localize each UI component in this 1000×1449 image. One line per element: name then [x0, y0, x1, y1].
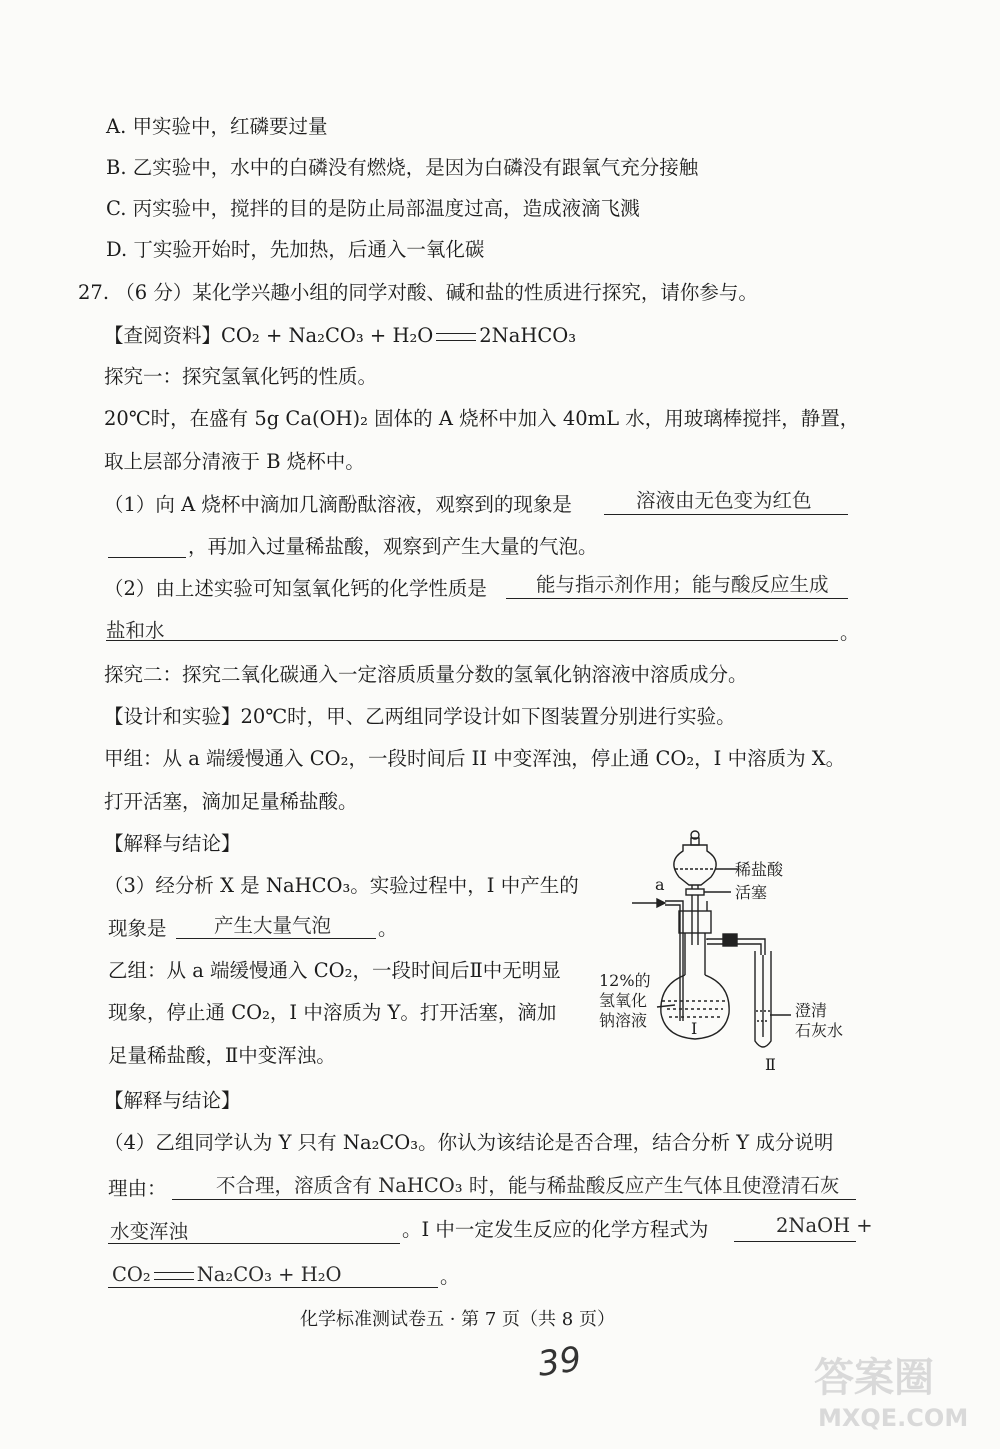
label-vessel-I: I: [691, 1019, 698, 1038]
p3-line1: （3）经分析 X 是 NaHCO₃。实验过程中，I 中产生的: [104, 874, 579, 897]
explain-heading-2: 【解释与结论】: [104, 1089, 241, 1112]
answer-underline: [108, 1243, 400, 1244]
equals-sign-icon: [436, 333, 476, 341]
p4-prefix: 理由：: [108, 1177, 167, 1200]
jia-line1: 甲组：从 a 端缓慢通入 CO₂，一段时间后 II 中变浑浊，停止通 CO₂，I 中溶质为 X。: [104, 747, 846, 770]
answer-underline: [172, 1199, 856, 1200]
option-c: C. 丙实验中，搅拌的目的是防止局部温度过高，造成液滴飞溅: [106, 197, 640, 220]
p1-answer: 溶液由无色变为红色: [636, 489, 812, 512]
label-limewater-1: 澄清: [795, 1001, 828, 1020]
p4-equation-lhs: CO₂: [112, 1263, 151, 1286]
design-line: 【设计和实验】20℃时，甲、乙两组同学设计如下图装置分别进行实验。: [104, 705, 736, 728]
apparatus-drawing: [595, 825, 860, 1080]
answer-underline: [506, 598, 848, 599]
label-stopcock: 活塞: [735, 883, 768, 902]
p1-text: （1）向 A 烧杯中滴加几滴酚酞溶液，观察到的现象是: [104, 493, 572, 516]
explore2-title: 探究二：探究二氧化碳通入一定溶质质量分数的氢氧化钠溶液中溶质成分。: [104, 663, 748, 686]
p3-answer: 产生大量气泡: [214, 914, 332, 937]
p2-answer-1: 能与指示剂作用；能与酸反应生成: [536, 573, 829, 596]
handwritten-page-number: 39: [535, 1339, 584, 1385]
p4-answer-2: 水变浑浊: [110, 1220, 189, 1243]
p4-equation-line: [112, 1262, 342, 1288]
p2-end: 。: [840, 621, 860, 644]
option-b: B. 乙实验中，水中的白磷没有燃烧，是因为白磷没有跟氧气充分接触: [106, 156, 699, 179]
equals-sign-icon: [154, 1272, 194, 1280]
explore1-line1: 20℃时，在盛有 5g Ca(OH)₂ 固体的 A 烧杯中加入 40mL 水，用玻璃棒搅拌，静置，: [104, 407, 860, 430]
watermark-logo-text: 答案圈: [814, 1355, 934, 1401]
answer-underline: [176, 938, 376, 939]
reference-equation-lhs: CO₂ + Na₂CO₃ + H₂O: [221, 324, 434, 347]
p2-text: （2）由上述实验可知氢氧化钙的化学性质是: [104, 577, 487, 600]
label-inlet-a: a: [655, 875, 665, 894]
watermark: [804, 1344, 984, 1439]
p2-answer-2: 盐和水: [106, 619, 165, 642]
p4-mid: 。I 中一定发生反应的化学方程式为: [402, 1218, 709, 1241]
option-a: A. 甲实验中，红磷要过量: [106, 115, 328, 138]
p3-end: 。: [378, 917, 398, 940]
q27-header: 27. （6 分）某化学兴趣小组的同学对酸、碱和盐的性质进行探究，请你参与。: [78, 281, 758, 304]
label-naoh-1: 12%的: [599, 971, 651, 990]
p4-equation-rhs: Na₂CO₃ + H₂O: [196, 1263, 342, 1286]
p3-prefix: 现象是: [108, 917, 167, 940]
page-footer: 化学标准测试卷五 · 第 7 页（共 8 页）: [300, 1309, 615, 1330]
answer-underline: [108, 557, 186, 558]
answer-underline: [108, 1287, 438, 1288]
p4-end: 。: [440, 1265, 460, 1288]
p4-equation-start: 2NaOH +: [776, 1214, 873, 1237]
label-limewater-2: 石灰水: [795, 1021, 844, 1040]
reference-label: 【查阅资料】: [104, 324, 222, 347]
reference-line: [104, 323, 576, 349]
yi-line3: 足量稀盐酸，Ⅱ中变浑浊。: [108, 1044, 336, 1067]
answer-underline: [106, 640, 838, 641]
yi-line2: 现象，停止通 CO₂，I 中溶质为 Y。打开活塞，滴加: [108, 1001, 557, 1024]
explain-heading-1: 【解释与结论】: [104, 832, 241, 855]
p1-continuation: ，再加入过量稀盐酸，观察到产生大量的气泡。: [188, 535, 598, 558]
label-dilute-hcl: 稀盐酸: [735, 860, 784, 879]
yi-line1: 乙组：从 a 端缓慢通入 CO₂，一段时间后Ⅱ中无明显: [108, 959, 561, 982]
answer-underline: [604, 514, 848, 515]
answer-underline: [734, 1241, 856, 1242]
option-d: D. 丁实验开始时，先加热，后通入一氧化碳: [106, 238, 485, 261]
label-naoh-3: 钠溶液: [599, 1011, 648, 1030]
watermark-url: MXQE.COM: [818, 1404, 969, 1432]
label-naoh-2: 氢氧化: [599, 991, 648, 1010]
explore1-title: 探究一：探究氢氧化钙的性质。: [104, 365, 378, 388]
jia-line2: 打开活塞，滴加足量稀盐酸。: [104, 790, 358, 813]
label-vessel-II: Ⅱ: [765, 1055, 776, 1074]
p4-line1: （4）乙组同学认为 Y 只有 Na₂CO₃。你认为该结论是否合理，结合分析 Y 成分说明: [104, 1131, 834, 1154]
reference-equation-rhs: 2NaHCO₃: [479, 324, 577, 347]
p4-answer-1: 不合理，溶质含有 NaHCO₃ 时，能与稀盐酸反应产生气体且使澄清石灰: [216, 1174, 840, 1197]
explore1-line2: 取上层部分清液于 B 烧杯中。: [104, 450, 365, 473]
apparatus-figure: [595, 825, 860, 1080]
